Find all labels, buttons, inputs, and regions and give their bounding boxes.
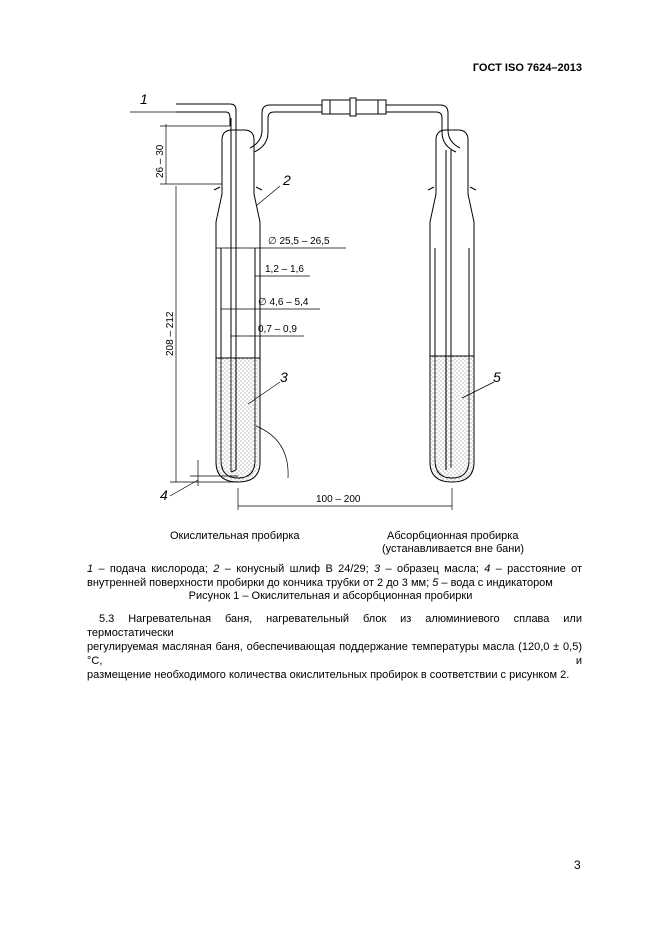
caption-oxidation-tube: Окислительная пробирка bbox=[170, 530, 300, 542]
caption-absorption-note: (устанавливается вне бани) bbox=[382, 543, 525, 555]
dim-diameter-4-6: ∅ 4,6 – 5,4 bbox=[258, 297, 309, 308]
absorption-tube bbox=[428, 130, 476, 482]
dim-26-30: 26 – 30 bbox=[155, 144, 166, 178]
callout-2: 2 bbox=[283, 172, 291, 188]
dim-100-200: 100 – 200 bbox=[316, 494, 361, 505]
oil-sample bbox=[217, 358, 259, 462]
figure-title: Рисунок 1 – Окислительная и абсорбционная пробирки bbox=[188, 590, 473, 602]
page-number: 3 bbox=[574, 858, 581, 872]
oxygen-inlet-pipe bbox=[176, 104, 236, 126]
document-header: ГОСТ ISO 7624–2013 bbox=[472, 62, 582, 74]
caption-absorption-tube: Абсорбционная пробирка bbox=[387, 530, 519, 542]
callout-5: 5 bbox=[493, 369, 501, 385]
dim-208-212: 208 – 212 bbox=[165, 311, 176, 356]
callout-3: 3 bbox=[280, 369, 288, 385]
dim-1-2: 1,2 – 1,6 bbox=[265, 264, 304, 275]
callout-4: 4 bbox=[160, 487, 168, 503]
dim-0-7: 0,7 – 0,9 bbox=[258, 324, 297, 335]
figure-legend: 1 – подача кислорода; 2 – конусный шлиф В 24/29; 3 – образец масла; 4 – расстояние от внутренней поверхности пробирки до кончика трубки от 2 до 3 мм; 5 – вода с индикатором bbox=[87, 563, 582, 589]
oxidation-tube bbox=[214, 118, 262, 482]
callout-1: 1 bbox=[140, 91, 148, 107]
section-paragraph: 5.3 Нагревательная баня, нагревательный блок из алюминиевого сплава или термостатически регулируемая масляная баня, обеспечивающая поддержание температуры масла (120,0 ± 0,5) °C, и размещение необходимого количества окислительных пробирок в соответствии с рисунком 2. bbox=[87, 613, 582, 681]
indicator-water bbox=[431, 356, 473, 462]
dim-diameter-25-5: ∅ 25,5 – 26,5 bbox=[268, 236, 330, 247]
